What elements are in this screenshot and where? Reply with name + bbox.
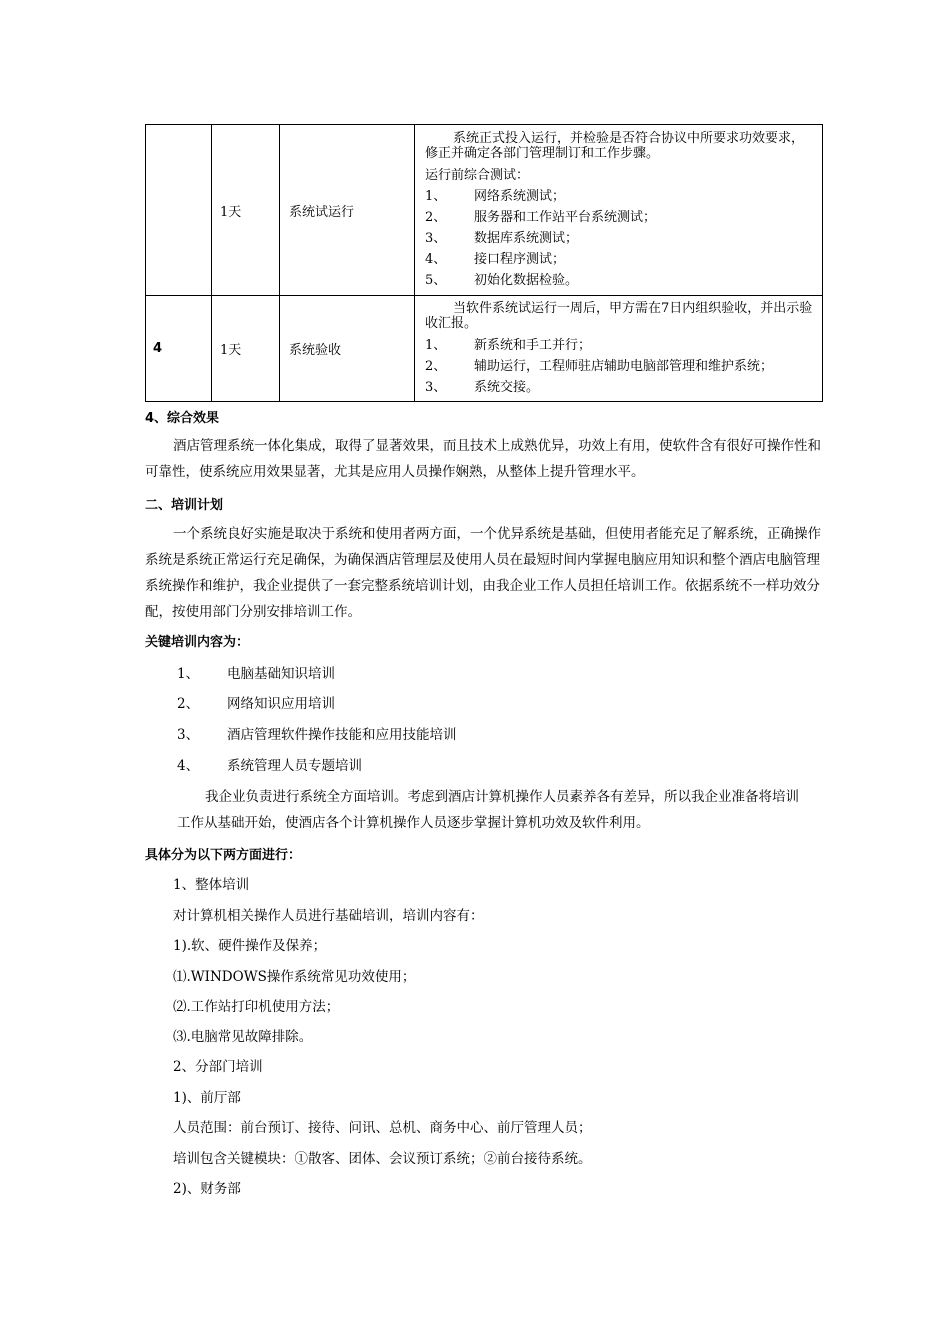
item-number: 4、 — [425, 252, 447, 267]
item-number: 3、 — [425, 380, 447, 395]
item-text: 初始化数据检验。 — [474, 273, 579, 288]
item-text: 网络系统测试； — [474, 189, 566, 204]
list-item — [177, 723, 457, 743]
description-cell — [415, 125, 823, 296]
section-heading: 二、培训计划 — [145, 498, 224, 513]
text-line: ⑶.电脑常见故障排除。 — [173, 1029, 313, 1045]
text-line: 对计算机相关操作人员进行基础培训，培训内容有： — [173, 908, 484, 924]
item-text: 新系统和手工并行； — [474, 338, 592, 353]
phase-cell: 系统验收 — [280, 296, 415, 402]
duration-cell: 1天 — [212, 125, 280, 296]
text-line: 人员范围：前台预订、接待、问讯、总机、商务中心、前厅管理人员； — [173, 1120, 592, 1136]
table-row — [146, 296, 823, 402]
table-row — [146, 125, 823, 296]
item-number: 3、 — [177, 727, 200, 743]
item-text: 数据库系统测试； — [474, 231, 579, 246]
description-subheading: 运行前综合测试： — [425, 168, 530, 183]
list-item — [425, 249, 814, 270]
text-line: ⑵.工作站打印机使用方法； — [173, 999, 340, 1015]
list-item — [177, 662, 335, 682]
item-number: 2、 — [425, 210, 447, 225]
subsection-heading: 具体分为以下两方面进行： — [145, 848, 302, 863]
description-intro: 系统正式投入运行，并检验是否符合协议中所要求功效要求，修正并确定各部门管理制订和工作步骤。 — [425, 131, 805, 161]
text-line: 培训包含关键模块：①散客、团体、会议预订系统；②前台接待系统。 — [173, 1151, 592, 1167]
section-body: 酒店管理系统一体化集成，取得了显著效果，而且技术上成熟优异，功效上有用，使软件含有很好可操作性和可靠性，使系统应用效果显著，尤其是应用人员操作娴熟，从整体上提升管理水平。 — [145, 438, 821, 480]
list-item — [425, 228, 814, 249]
subsection-heading: 关键培训内容为： — [145, 635, 250, 650]
list-item — [177, 754, 362, 774]
item-text: 接口程序测试； — [474, 252, 566, 267]
row-number-cell: 4 — [146, 296, 212, 402]
item-text: 网络知识应用培训 — [227, 696, 335, 712]
phase-cell: 系统试运行 — [280, 125, 415, 296]
training-note: 我企业负责进行系统全方面培训。考虑到酒店计算机操作人员素养各有差异，所以我企业准备将培训工作从基础开始，使酒店各个计算机操作人员逐步掌握计算机功效及软件利用。 — [177, 789, 799, 831]
text-line: 1)、前厅部 — [173, 1090, 241, 1106]
text-line: 2、分部门培训 — [173, 1059, 263, 1075]
item-number: 4、 — [177, 758, 200, 774]
item-number: 2、 — [425, 359, 447, 374]
text-line: 1).软、硬件操作及保养； — [173, 938, 327, 954]
text-line: ⑴.WINDOWS操作系统常见功效使用； — [173, 969, 416, 985]
list-item — [177, 692, 335, 712]
item-number: 5、 — [425, 273, 447, 288]
item-text: 系统管理人员专题培训 — [227, 758, 362, 774]
list-item — [425, 356, 814, 377]
list-item — [425, 377, 814, 398]
list-item — [425, 186, 814, 207]
item-number: 1、 — [425, 338, 447, 353]
text-line: 1、整体培训 — [173, 877, 250, 893]
item-text: 酒店管理软件操作技能和应用技能培训 — [227, 727, 457, 743]
implementation-plan-table — [145, 124, 823, 402]
row-number-cell — [146, 125, 212, 296]
item-number: 2、 — [177, 696, 200, 712]
item-number: 1、 — [425, 189, 447, 204]
section-heading: 4、综合效果 — [145, 411, 220, 426]
item-text: 服务器和工作站平台系统测试； — [474, 210, 657, 225]
duration-cell: 1天 — [212, 296, 280, 402]
item-text: 系统交接。 — [474, 380, 540, 395]
item-number: 1、 — [177, 666, 200, 682]
item-text: 电脑基础知识培训 — [227, 666, 335, 682]
section-body: 一个系统良好实施是取决于系统和使用者两方面，一个优异系统是基础，但使用者能充足了解系统，正确操作系统是系统正常运行充足确保，为确保酒店管理层及使用人员在最短时间内掌握电脑应用知识和整个酒店电脑管理系统操作和维护，我企业提供了一套完整系统培训计划，由我企业工作人员担任培训工作。依据系统不一样功效分配，按使用部门分别安排培训工作。 — [145, 526, 821, 620]
description-intro: 当软件系统试运行一周后，甲方需在7日内组织验收，并出示验收汇报。 — [425, 301, 813, 331]
list-item — [425, 207, 814, 228]
item-number: 3、 — [425, 231, 447, 246]
list-item — [425, 270, 814, 291]
item-text: 辅助运行，工程师驻店辅助电脑部管理和维护系统； — [474, 359, 774, 374]
description-cell — [415, 296, 823, 402]
text-line: 2)、财务部 — [173, 1181, 241, 1197]
list-item — [425, 335, 814, 356]
